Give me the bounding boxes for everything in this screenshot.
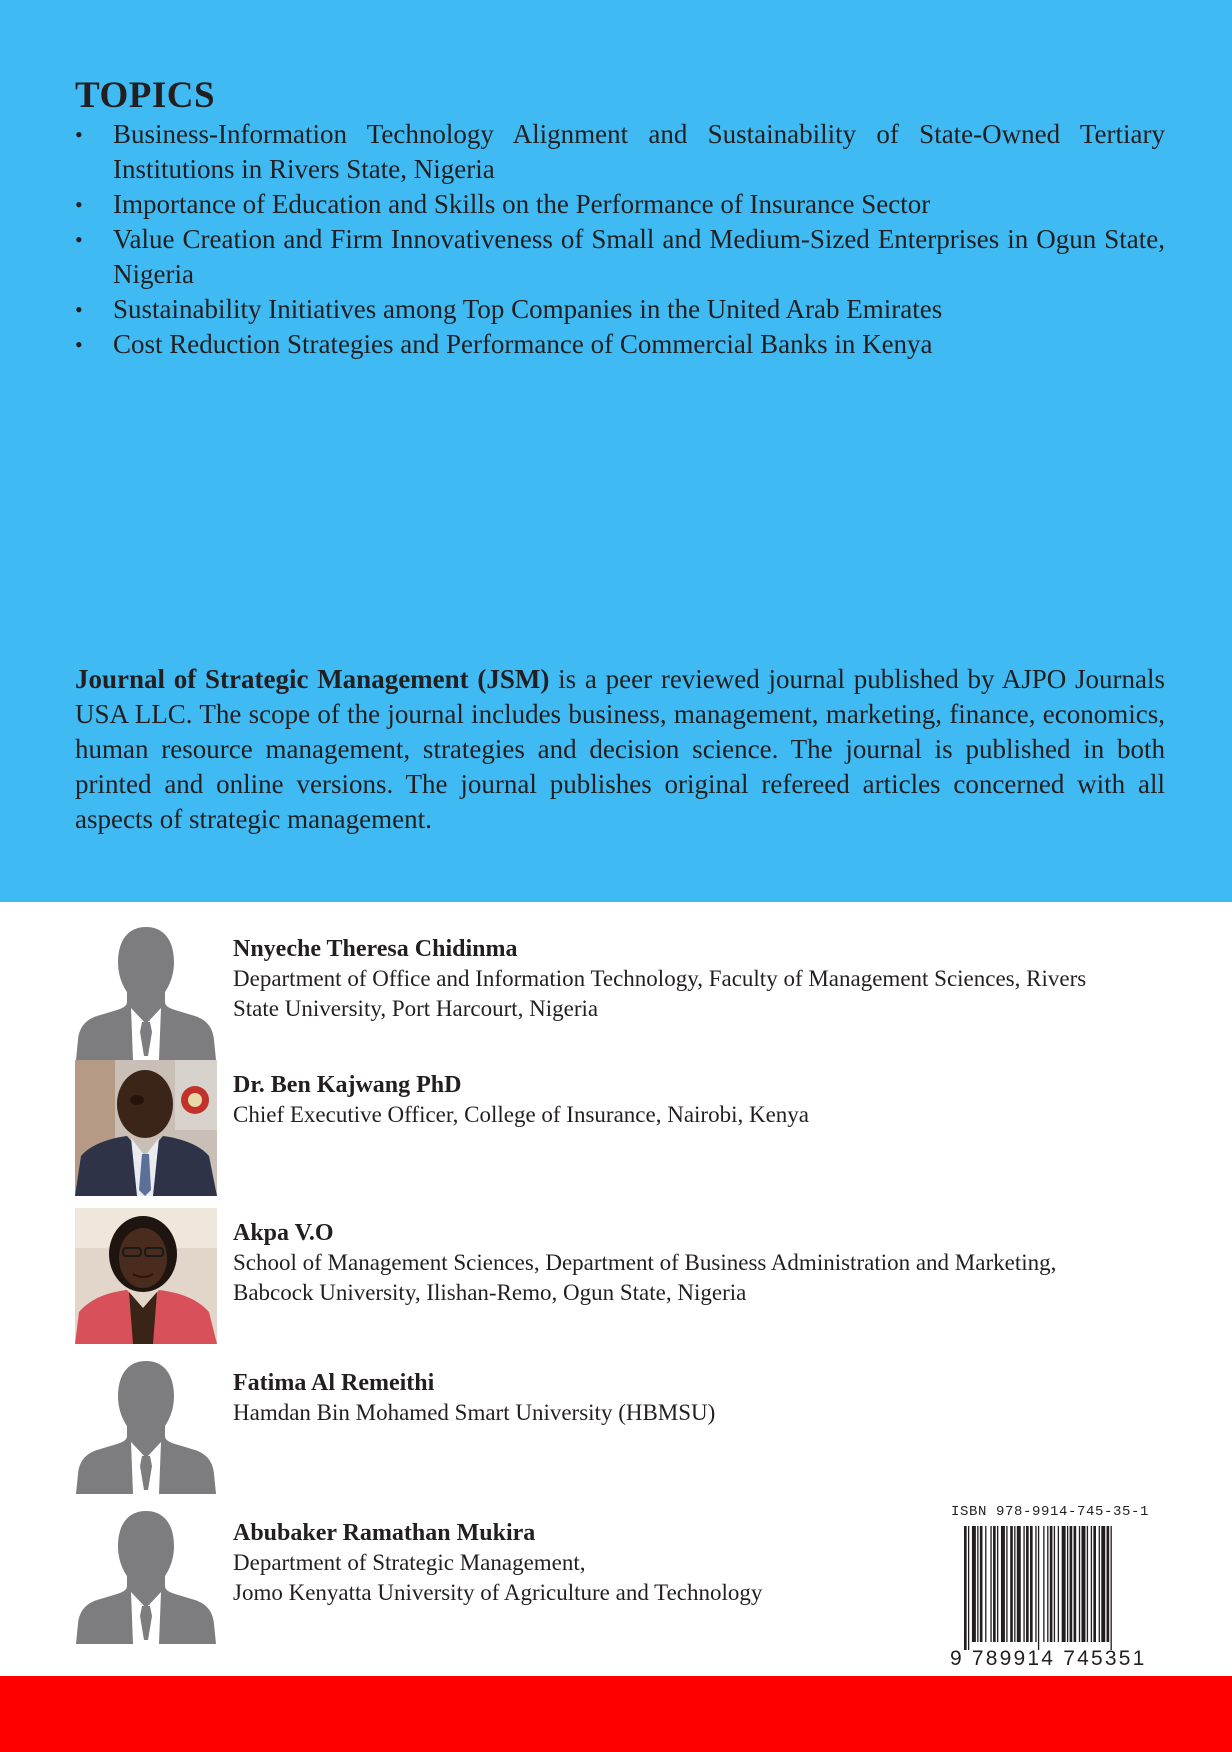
author-affiliation-line: School of Management Sciences, Department of Business Administration and Marketing, (233, 1250, 1057, 1275)
author-name: Dr. Ben Kajwang PhD (233, 1072, 462, 1098)
barcode-bar (1101, 1526, 1105, 1642)
barcode-bar (1014, 1526, 1015, 1642)
barcode-bar (977, 1526, 978, 1642)
barcode-bar (1099, 1526, 1100, 1642)
topic-text: Sustainability Initiatives among Top Companies in the United Arab Emirates (113, 294, 943, 324)
author-affiliation-line: Jomo Kenyatta University of Agriculture and Technology (233, 1580, 763, 1605)
barcode-bar (1017, 1526, 1021, 1642)
author-affiliation-line: Hamdan Bin Mohamed Smart University (HBMSU) (233, 1400, 716, 1425)
author-silhouette-icon (75, 924, 217, 1060)
isbn-label: ISBN 978-9914-745-35-1 (951, 1504, 1150, 1520)
author-affiliation-line: Babcock University, Ilishan-Remo, Ogun State, Nigeria (233, 1280, 747, 1305)
topics-list (75, 117, 1165, 362)
barcode-bar (1093, 1526, 1096, 1642)
barcode-bar (1079, 1526, 1080, 1642)
barcode-bar (1010, 1526, 1013, 1642)
author-entry (75, 1060, 1175, 1200)
barcode-bar (1074, 1526, 1077, 1642)
author-name: Fatima Al Remeithi (233, 1370, 435, 1396)
topic-text: Cost Reduction Strategies and Performance of Commercial Banks in Kenya (113, 329, 933, 359)
journal-description-text: is a peer reviewed journal published by AJPO Journals USA LLC. The scope of the journal includes business, management, marketing, finance, economics, human resource management, strategies and decision science. The journal is published in both printed and online versions. The journal publishes original refereed articles concerned with all aspects of strategic management. (75, 664, 1165, 834)
topic-item (75, 187, 1165, 222)
barcode-bar (1026, 1526, 1029, 1642)
author-info (233, 1070, 1232, 1130)
author-silhouette-icon (75, 1508, 217, 1644)
author-entry (75, 924, 1175, 1064)
author-info (233, 934, 1232, 1024)
barcode-bar (1038, 1526, 1039, 1650)
barcode-bar (1091, 1526, 1092, 1642)
author-affiliation-line: Department of Strategic Management, (233, 1550, 586, 1575)
barcode-bar (1070, 1526, 1073, 1642)
bullet-icon: • (75, 297, 83, 322)
topic-item (75, 292, 1165, 327)
bullet-icon: • (75, 332, 83, 357)
author-info (233, 1368, 1232, 1428)
isbn-barcode-block (950, 1504, 1158, 1674)
bullet-icon: • (75, 192, 83, 217)
barcode-bar (1043, 1526, 1044, 1642)
barcode-bar (1035, 1526, 1036, 1642)
author-entry (75, 1358, 1175, 1498)
bullet-icon: • (75, 122, 83, 147)
topic-text: Value Creation and Firm Innovativeness of Small and Medium-Sized Enterprises in Ogun State, Nigeria (113, 224, 1165, 289)
barcode-bar (1023, 1526, 1024, 1642)
author-name: Abubaker Ramathan Mukira (233, 1520, 536, 1546)
barcode-bar (1050, 1526, 1053, 1642)
author-name: Nnyeche Theresa Chidinma (233, 936, 518, 962)
barcode-bar (985, 1526, 986, 1642)
bottom-red-band (0, 1676, 1232, 1752)
barcode-bar (964, 1526, 967, 1650)
barcode-bar (1081, 1526, 1085, 1642)
barcode-bar (997, 1526, 998, 1642)
author-info (233, 1218, 1232, 1308)
author-affiliation-line: Chief Executive Officer, College of Insurance, Nairobi, Kenya (233, 1102, 809, 1127)
barcode-bar (990, 1526, 991, 1642)
journal-description (75, 662, 1165, 837)
barcode-bar (1107, 1526, 1110, 1642)
barcode-bar (993, 1526, 996, 1642)
topics-heading: TOPICS (75, 75, 216, 116)
author-affiliation-line: State University, Port Harcourt, Nigeria (233, 996, 599, 1021)
barcode-bar (1062, 1526, 1066, 1642)
barcode-bar (1001, 1526, 1005, 1642)
topic-item (75, 117, 1165, 187)
barcode-bar (980, 1526, 983, 1642)
author-entry (75, 1208, 1175, 1348)
topic-item (75, 327, 1165, 362)
barcode-bar (968, 1526, 969, 1650)
author-name: Akpa V.O (233, 1220, 334, 1246)
barcode-bar (1054, 1526, 1055, 1642)
bullet-icon: • (75, 227, 83, 252)
barcode-bar (1030, 1526, 1033, 1642)
topic-text: Importance of Education and Skills on the Performance of Insurance Sector (113, 189, 931, 219)
topic-text: Business-Information Technology Alignment and Sustainability of State-Owned Tertiary Institutions in Rivers State, Nigeria (113, 119, 1165, 184)
author-photo (75, 1060, 217, 1196)
barcode-bar (1006, 1526, 1007, 1642)
barcode-bar (1067, 1526, 1068, 1642)
author-photo (75, 1208, 217, 1344)
barcode-bar (972, 1526, 976, 1642)
barcode-icon (964, 1526, 1154, 1650)
barcode-bar (1087, 1526, 1088, 1642)
isbn-digits: 9 789914 745351 (950, 1647, 1147, 1670)
journal-name: Journal of Strategic Management (JSM) (75, 664, 550, 694)
barcode-bar (1047, 1526, 1048, 1642)
barcode-bar (1111, 1526, 1112, 1650)
author-affiliation-line: Department of Office and Information Technology, Faculty of Management Sciences, Rivers (233, 966, 1087, 991)
author-silhouette-icon (75, 1358, 217, 1494)
barcode-bar (1058, 1526, 1059, 1642)
topic-item (75, 222, 1165, 292)
